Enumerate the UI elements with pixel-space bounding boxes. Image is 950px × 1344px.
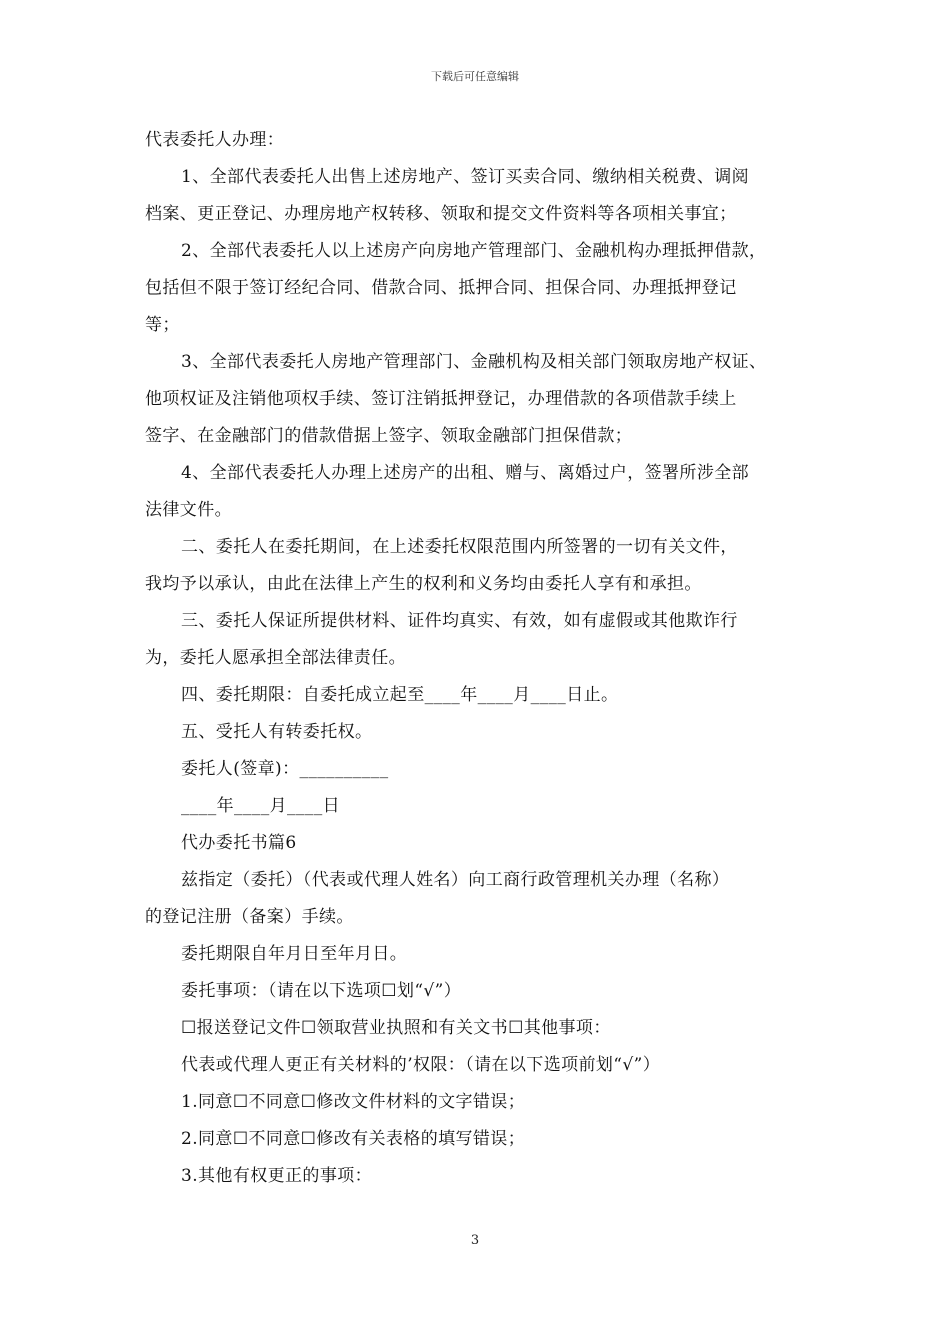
- text-line: 3.其他有权更正的事项：: [181, 1166, 373, 1186]
- text-line: 档案、更正登记、办理房地产权转移、领取和提交文件资料等各项相关事宜；: [145, 204, 737, 224]
- page-number: 3: [470, 1233, 480, 1248]
- text-line: 五、受托人有转委托权。: [181, 722, 373, 742]
- text-line: 代表委托人办理：: [145, 130, 285, 150]
- text-line: 二、委托人在委托期间，在上述委托权限范围内所签署的一切有关文件，: [181, 537, 738, 557]
- text-line: 1.同意☐不同意☐修改文件材料的文字错误；: [181, 1092, 526, 1112]
- text-line: 委托期限自年月日至年月日。: [181, 944, 408, 964]
- text-line: 代办委托书篇6: [181, 833, 297, 853]
- page-header: [0, 68, 950, 84]
- text-line: ☐报送登记文件☐领取营业执照和有关文书☐其他事项：: [181, 1018, 611, 1038]
- text-line: 委托事项：（请在以下选项☐划“√”）: [181, 981, 462, 1001]
- text-line: 代表或代理人更正有关材料的’权限：（请在以下选项前划“√”）: [181, 1055, 661, 1075]
- document-body: [145, 122, 815, 1195]
- text-line: 法律文件。: [145, 500, 232, 520]
- text-line: 我均予以承认，由此在法律上产生的权利和义务均由委托人享有和承担。: [145, 574, 702, 594]
- text-line: 包括但不限于签订经纪合同、借款合同、抵押合同、担保合同、办理抵押登记: [145, 278, 737, 298]
- text-line: 1、全部代表委托人出售上述房地产、签订买卖合同、缴纳相关税费、调阅: [181, 167, 750, 187]
- text-line: 等；: [145, 315, 180, 335]
- text-line: 兹指定（委托）（代表或代理人姓名）向工商行政管理机关办理（名称）: [181, 870, 730, 890]
- page-footer: [0, 1233, 950, 1248]
- text-line: 2.同意☐不同意☐修改有关表格的填写错误；: [181, 1129, 526, 1149]
- text-line: 4、全部代表委托人办理上述房产的出租、赠与、离婚过户，签署所涉全部: [181, 463, 750, 483]
- text-line: 四、委托期限：自委托成立起至____年____月____日止。: [181, 685, 619, 705]
- text-line: 3、全部代表委托人房地产管理部门、金融机构及相关部门领取房地产权证、: [181, 352, 767, 372]
- text-line: 为，委托人愿承担全部法律责任。: [145, 648, 406, 668]
- text-line: 签字、在金融部门的借款借据上签字、领取金融部门担保借款；: [145, 426, 633, 446]
- text-line: 他项权证及注销他项权手续、签订注销抵押登记，办理借款的各项借款手续上: [145, 389, 737, 409]
- text-line: ____年____月____日: [181, 796, 340, 816]
- text-line: 2、全部代表委托人以上述房产向房地产管理部门、金融机构办理抵押借款，: [181, 241, 767, 261]
- header-text: 下载后可任意编辑: [431, 70, 519, 83]
- text-line: 委托人(签章)：__________: [181, 759, 389, 779]
- text-line: 的登记注册（备案）手续。: [145, 907, 354, 927]
- text-line: 三、委托人保证所提供材料、证件均真实、有效，如有虚假或其他欺诈行: [181, 611, 738, 631]
